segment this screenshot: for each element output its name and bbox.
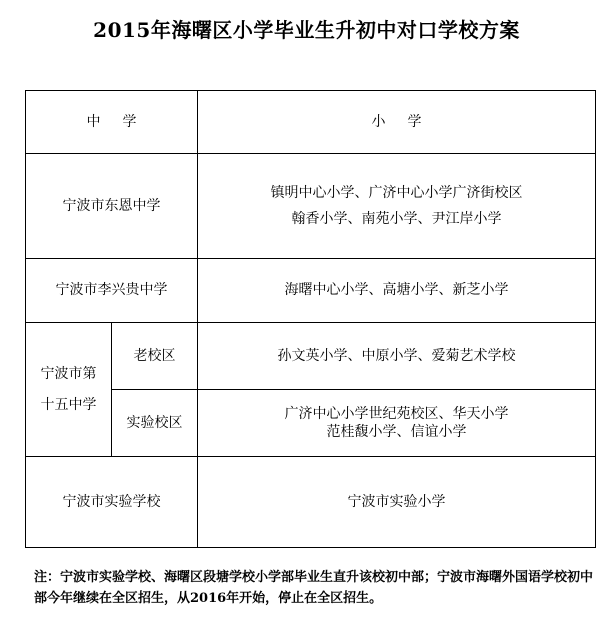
middle-school-cell: 宁波市实验学校 [26,457,198,548]
middle-school-cell [26,323,112,457]
document-title: 2015年海曙区小学毕业生升初中对口学校方案 [93,18,520,42]
middle-school-cell: 宁波市李兴贵中学 [26,259,198,323]
primary-school-cell: 海曙中心小学、高塘小学、新芝小学 [198,259,596,323]
primary-school-cell [198,154,596,259]
campus-cell: 实验校区 [112,390,198,457]
header-middle-school: 中学 [26,91,198,154]
table-header-row [26,91,596,154]
primary-school-line: 翰香小学、南苑小学、尹江岸小学 [291,211,502,227]
table-row [26,259,596,323]
header-primary-school: 小学 [198,91,596,154]
table-row [26,457,596,548]
school-assignment-table [25,90,596,548]
campus-cell: 老校区 [112,323,198,390]
primary-school-line: 镇明中心小学、广济中心小学广济街校区 [270,184,523,201]
table-row [26,323,596,390]
middle-school-cell: 宁波市东恩中学 [26,154,198,259]
primary-school-cell: 宁波市实验小学 [198,457,596,548]
primary-school-line: 范桂馥小学、信谊小学 [326,424,467,440]
primary-school-line: 广济中心小学世纪苑校区、华天小学 [284,405,509,422]
footnote: 注：宁波市实验学校、海曙区段塘学校小学部毕业生直升该校初中部；宁波市海曙外国语学校初中部今年继续在全区招生，从2016年开始，停止在全区招生。 [34,570,594,606]
middle-school-name-line: 宁波市第 [40,366,97,383]
middle-school-name-line: 十五中学 [40,396,97,413]
table-row [26,154,596,259]
primary-school-cell: 孙文英小学、中原小学、爱菊艺术学校 [198,323,596,390]
table-row [26,390,596,457]
primary-school-cell [198,390,596,457]
